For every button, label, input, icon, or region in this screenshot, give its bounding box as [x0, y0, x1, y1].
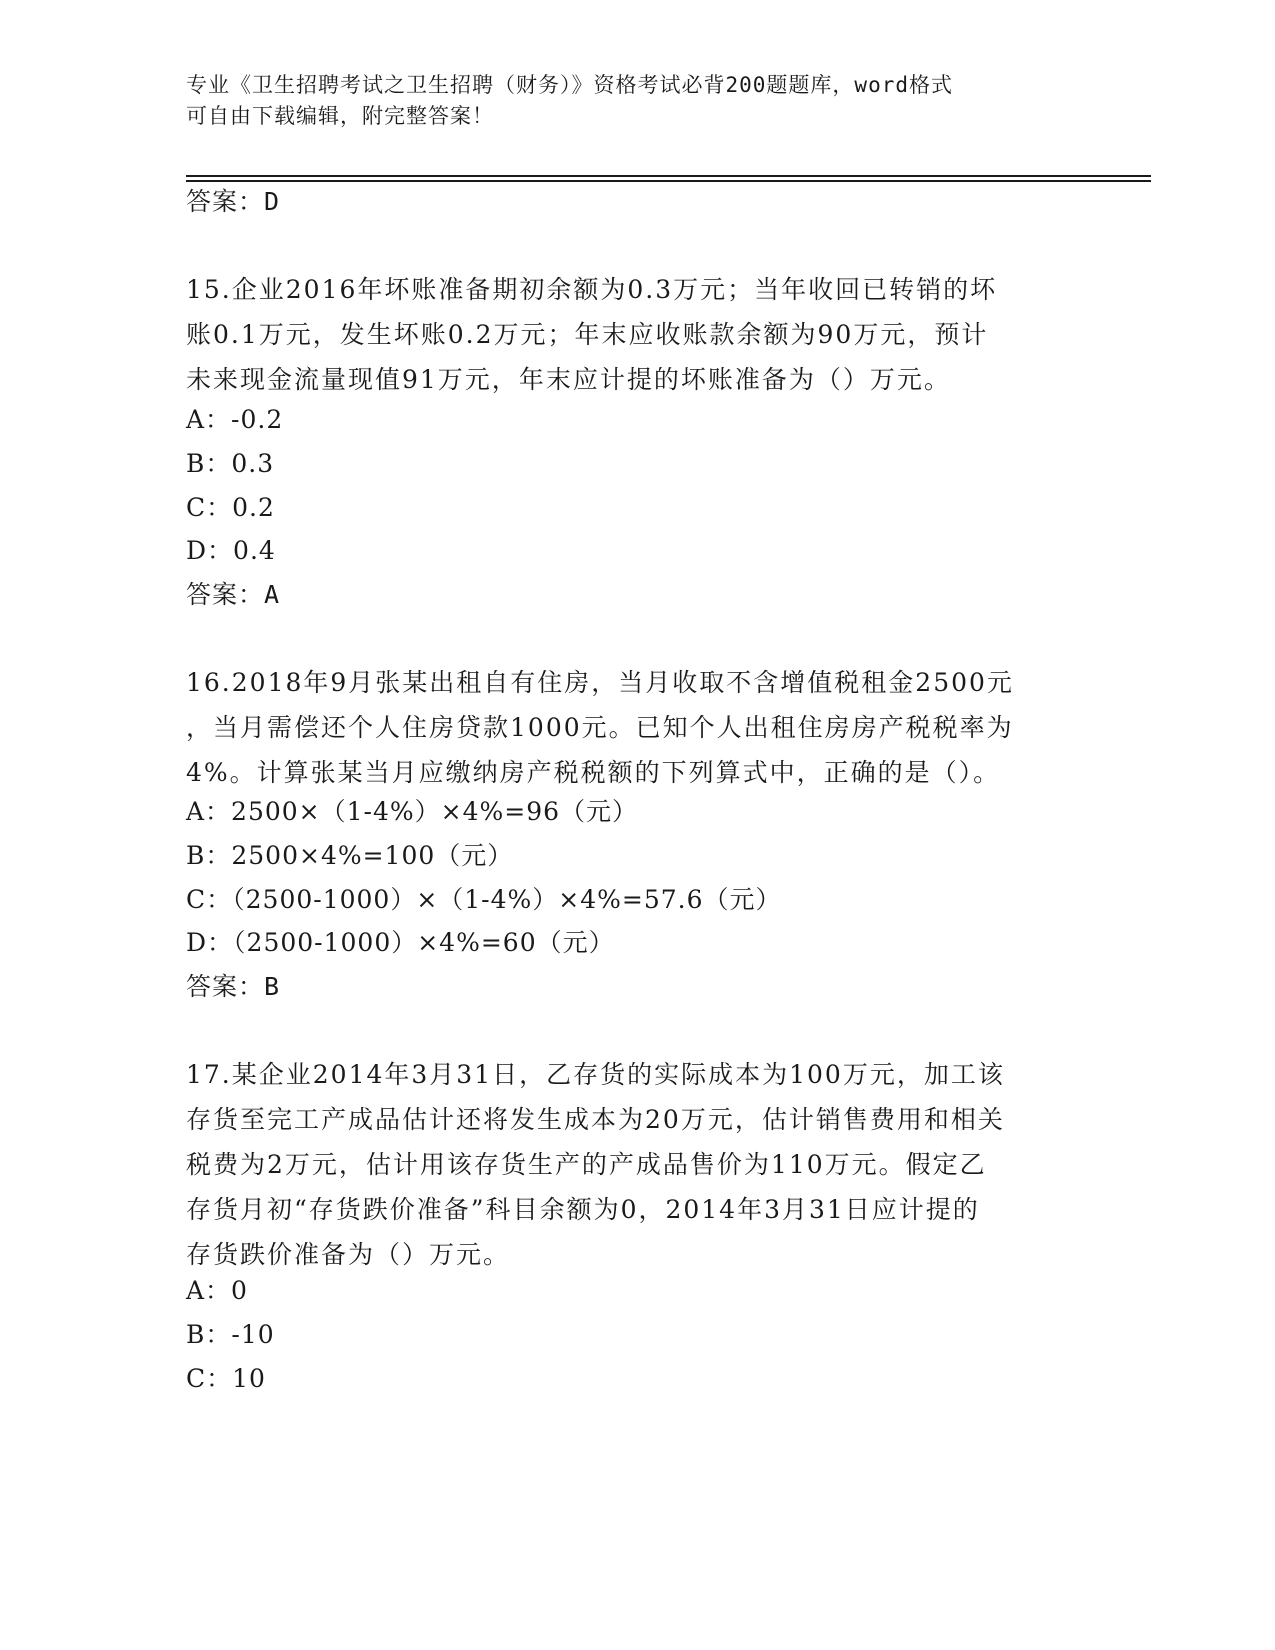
answer-label: 答案：D — [186, 187, 281, 216]
question-line: ，当月需偿还个人住房贷款1000元。已知个人出租住房房产税税率为 — [186, 713, 1014, 742]
question-line: 15.企业2016年坏账准备期初余额为0.3万元；当年收回已转销的坏 — [186, 275, 998, 304]
option-c: C：（2500-1000）×（1-4%）×4%=57.6（元） — [186, 885, 782, 914]
question-line: 17.某企业2014年3月31日，乙存货的实际成本为100万元，加工该 — [186, 1060, 1005, 1089]
option-a: A：2500×（1-4%）×4%=96（元） — [186, 797, 639, 826]
header-line: 可自由下载编辑，附完整答案！ — [186, 104, 494, 128]
header-line: 专业《卫生招聘考试之卫生招聘（财务）》资格考试必背200题题库，word格式 — [186, 73, 953, 97]
header-divider — [186, 180, 1151, 182]
question-line: 16.2018年9月张某出租自有住房，当月收取不含增值税租金2500元 — [186, 668, 1014, 697]
header-divider — [186, 175, 1151, 177]
question-stem — [186, 267, 1086, 402]
option-d: D：（2500-1000）×4%=60（元） — [186, 928, 615, 957]
question-stem — [186, 660, 1086, 795]
option-b: B：0.3 — [186, 449, 275, 478]
question-line: 存货月初“存货跌价准备”科目余额为0，2014年3月31日应计提的 — [186, 1195, 980, 1224]
option-c: C：10 — [186, 1364, 266, 1393]
question-line: 税费为2万元，估计用该存货生产的产成品售价为110万元。假定乙 — [186, 1150, 987, 1179]
option-a: A：0 — [186, 1276, 248, 1305]
option-d: D：0.4 — [186, 536, 276, 565]
answer-label: 答案：B — [186, 972, 281, 1001]
question-stem — [186, 1052, 1086, 1277]
question-line: 4%。计算张某当月应缴纳房产税税额的下列算式中，正确的是（）。 — [186, 758, 1001, 787]
question-line: 存货至完工产成品估计还将发生成本为20万元，估计销售费用和相关 — [186, 1105, 1005, 1134]
question-line: 未来现金流量现值91万元，年末应计提的坏账准备为（）万元。 — [186, 365, 951, 394]
option-a: A：-0.2 — [186, 405, 284, 434]
question-line: 账0.1万元，发生坏账0.2万元；年末应收账款余额为90万元，预计 — [186, 320, 989, 349]
question-line: 存货跌价准备为（）万元。 — [186, 1240, 511, 1269]
option-b: B：2500×4%=100（元） — [186, 841, 514, 870]
answer-label: 答案：A — [186, 580, 281, 609]
document-header — [186, 70, 1066, 132]
option-c: C：0.2 — [186, 493, 275, 522]
option-b: B：-10 — [186, 1320, 275, 1349]
